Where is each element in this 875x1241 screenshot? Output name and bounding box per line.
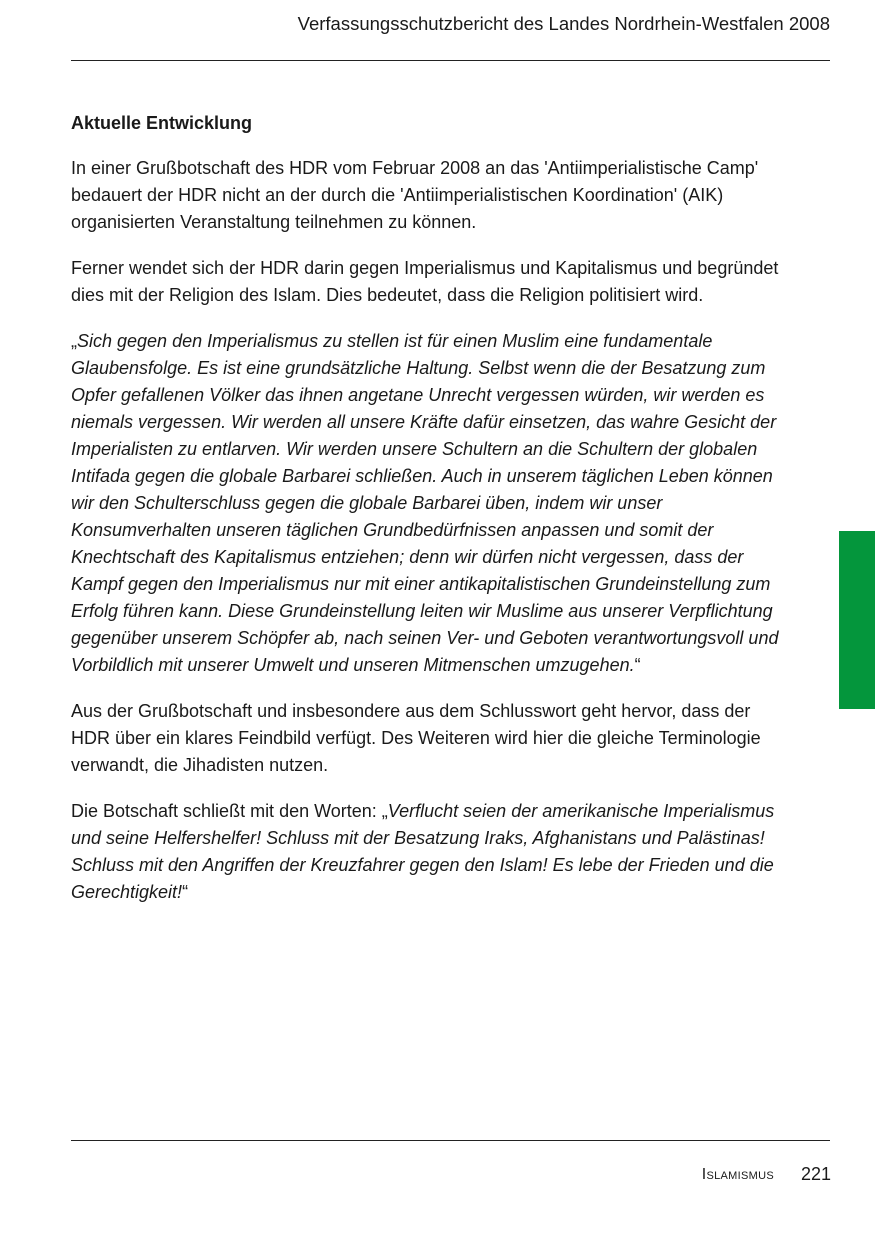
page-content [71, 110, 793, 925]
paragraph-greeting: In einer Grußbotschaft des HDR vom Februar 2008 an das 'Antiimperialistische Camp' bedauert der HDR nicht an der durch die 'Antiimperialistischen Koordination' (AIK) organisierten Veranstaltung teilnehmen zu können. [71, 158, 759, 232]
quote-open-mark: „ [71, 331, 77, 351]
chapter-side-tab [839, 531, 875, 709]
header-rule [71, 60, 830, 61]
closing-quote: Verflucht seien der amerikanische Imperialismus und seine Helfershelfer! Schluss mit der Besatzung Iraks, Afghanistans und Palästinas! Schluss mit den Angriffen der Kreuzfahrer gegen den Islam! Es lebe der Frieden und die Gerechtigkeit! [71, 801, 775, 902]
page-number: 221 [800, 1164, 831, 1184]
closing-open-mark: „ [381, 801, 388, 821]
paragraph-analysis: Aus der Grußbotschaft und insbesondere aus dem Schlusswort geht hervor, dass der HDR über ein klares Feindbild verfügt. Des Weiteren wird hier die gleiche Terminologie verwandt, die Jihadisten nutzen. [71, 701, 761, 775]
section-heading: Aktuelle Entwicklung [71, 113, 253, 133]
paragraph-closing [71, 798, 793, 906]
footer-section-name: Islamismus [701, 1166, 774, 1183]
block-quote [71, 328, 793, 679]
quote-close-mark: “ [634, 655, 641, 675]
footer-rule [71, 1140, 830, 1141]
paragraph-religion: Ferner wendet sich der HDR darin gegen Imperialismus und Kapitalismus und begründet dies mit der Religion des Islam. Dies bedeutet, dass die Religion politisiert wird. [71, 258, 779, 305]
closing-close-mark: “ [182, 882, 189, 902]
closing-intro: Die Botschaft schließt mit den Worten: [71, 801, 382, 821]
running-header: Verfassungsschutzbericht des Landes Nordrhein-Westfalen 2008 [297, 13, 830, 34]
quote-text: Sich gegen den Imperialismus zu stellen ist für einen Muslim eine fundamentale Glaubensfolge. Es ist eine grundsätzliche Haltung. Selbst wenn die der Besatzung zum Opfer gefallenen Völker das ihnen angetane Unrecht vergessen würden, wir werden es niemals vergessen. Wir werden all unsere Kräfte dafür einsetzen, das wahre Gesicht der Imperialisten zu entlarven. Wir werden unsere Schultern an die Schultern der globalen Intifada gegen die globale Barbarei schließen. Auch in unserem täglichen Leben können wir den Schulterschluss gegen die globale Barbarei üben, indem wir unser Konsumverhalten unseren täglichen Grundbedürfnissen anpassen und somit der Knechtschaft des Kapitalismus entziehen; denn wir dürfen nicht vergessen, dass der Kampf gegen den Imperialismus nur mit einer antikapitalistischen Grundeinstellung zum Erfolg führen kann. Diese Grundeinstellung leiten wir Muslime aus unserer Verpflichtung gegenüber unserem Schöpfer ab, nach seinen Ver- und Geboten verantwortungsvoll und Vorbildlich mit unserer Umwelt und unseren Mitmenschen umzugehen. [71, 331, 779, 675]
